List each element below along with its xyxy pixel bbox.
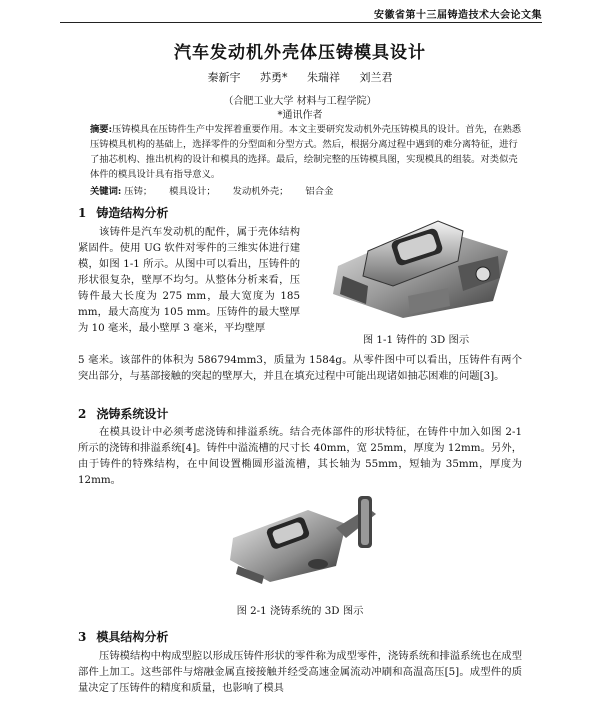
casting-3d-image bbox=[308, 206, 520, 324]
section-1-continued-text: 5 毫米。该部件的体积为 586794mm3，质量为 1584g。从零件图中可以看出，压铸件有两个突出部分，与基部接触的突起的壁厚大，并且在填充过程中可能出现诸如抽芯困难的问题[3]。 bbox=[78, 354, 522, 382]
section-number: 1 bbox=[78, 206, 87, 220]
affiliation: （合肥工业大学 材料与工程学院） bbox=[223, 96, 377, 107]
header-rule bbox=[60, 22, 542, 23]
section-title: 铸造结构分析 bbox=[96, 206, 169, 220]
section-title: 模具结构分析 bbox=[96, 630, 169, 644]
figure-2-caption: 图 2-1 浇铸系统的 3D 图示 bbox=[236, 605, 364, 617]
gating-system-3d-image bbox=[218, 488, 384, 588]
figure-1-caption: 图 1-1 铸件的 3D 图示 bbox=[362, 334, 470, 346]
abstract-text: 压铸模具在压铸件生产中发挥着重要作用。本文主要研究发动机外壳压铸模具的设计。首先，在熟悉压铸模具机构的基础上，选择零件的分型面和分型方式。然后，根据分离过程中遇到的难分离特征，进行了抽芯机构、推出机构的设计和模具的选择。最后，绘制完整的压铸模具图，实现模具的组装。对类似壳体件的模具设计具有指导意义。 bbox=[90, 124, 522, 180]
section-number: 2 bbox=[78, 407, 87, 421]
paper-title: 汽车发动机外壳体压铸模具设计 bbox=[174, 43, 426, 63]
author-list bbox=[0, 69, 600, 85]
figure-2-gating-render bbox=[218, 488, 384, 588]
conference-header: 安徽省第十三届铸造技术大会论文集 bbox=[374, 10, 542, 21]
abstract bbox=[90, 122, 524, 182]
keyword-item: 发动机外壳； bbox=[232, 186, 289, 197]
keyword-item: 模具设计； bbox=[169, 186, 216, 197]
section-1-wrapped-text: 该铸件是汽车发动机的配件，属于壳体结构紧固件。使用 UG 软件对零件的三维实体进行建模，如图 1-1 所示。从图中可以看出，压铸件的形状很复杂，壁厚不均匀。从整体分析来看，压铸件最大长度为 275 mm，最大宽度为 185 mm，最大高度为 105 mm。压铸件的最大壁厚为 10 毫米，最小壁厚 3 毫米，平均壁厚 bbox=[78, 226, 300, 334]
section-3-heading bbox=[78, 628, 168, 645]
keywords-label: 关键词: bbox=[90, 186, 122, 197]
figure-1-casting-render bbox=[308, 206, 520, 324]
section-number: 3 bbox=[78, 630, 87, 644]
keyword-item: 铝合金 bbox=[305, 186, 334, 197]
author-4: 刘兰君 bbox=[359, 71, 393, 84]
keywords bbox=[90, 183, 524, 197]
section-title: 浇铸系统设计 bbox=[96, 407, 169, 421]
section-3-text: 压铸模结构中构成型腔以形成压铸件形状的零件称为成型零件，浇铸系统和排溢系统也在成型部件上加工。这些部件与熔融金属直接接触并经受高速金属流动冲刷和高温高压[5]。成型件的质量决定了压铸件的精度和质量，也影响了模具 bbox=[78, 650, 522, 694]
corresponding-author-note: *通讯作者 bbox=[277, 110, 323, 121]
section-1-heading bbox=[78, 204, 168, 221]
section-2-text: 在模具设计中必须考虑浇铸和排溢系统。结合壳体部件的形状特征，在铸件中加入如图 2-1 所示的浇铸和排溢系统[4]。铸件中溢流槽的尺寸长 40mm，宽 25mm，厚度为 12mm。另外，由于铸件的特殊结构，在中间设置椭圆形溢流槽，其长轴为 55mm，短轴为 35mm，厚度为 12mm。 bbox=[78, 426, 522, 486]
author-2: 苏勇* bbox=[260, 71, 288, 84]
section-2-heading bbox=[78, 405, 168, 422]
author-1: 秦新宇 bbox=[207, 71, 241, 84]
keyword-item: 压铸； bbox=[124, 186, 153, 197]
author-3: 朱瑞祥 bbox=[307, 71, 340, 84]
abstract-label: 摘要: bbox=[90, 124, 113, 135]
